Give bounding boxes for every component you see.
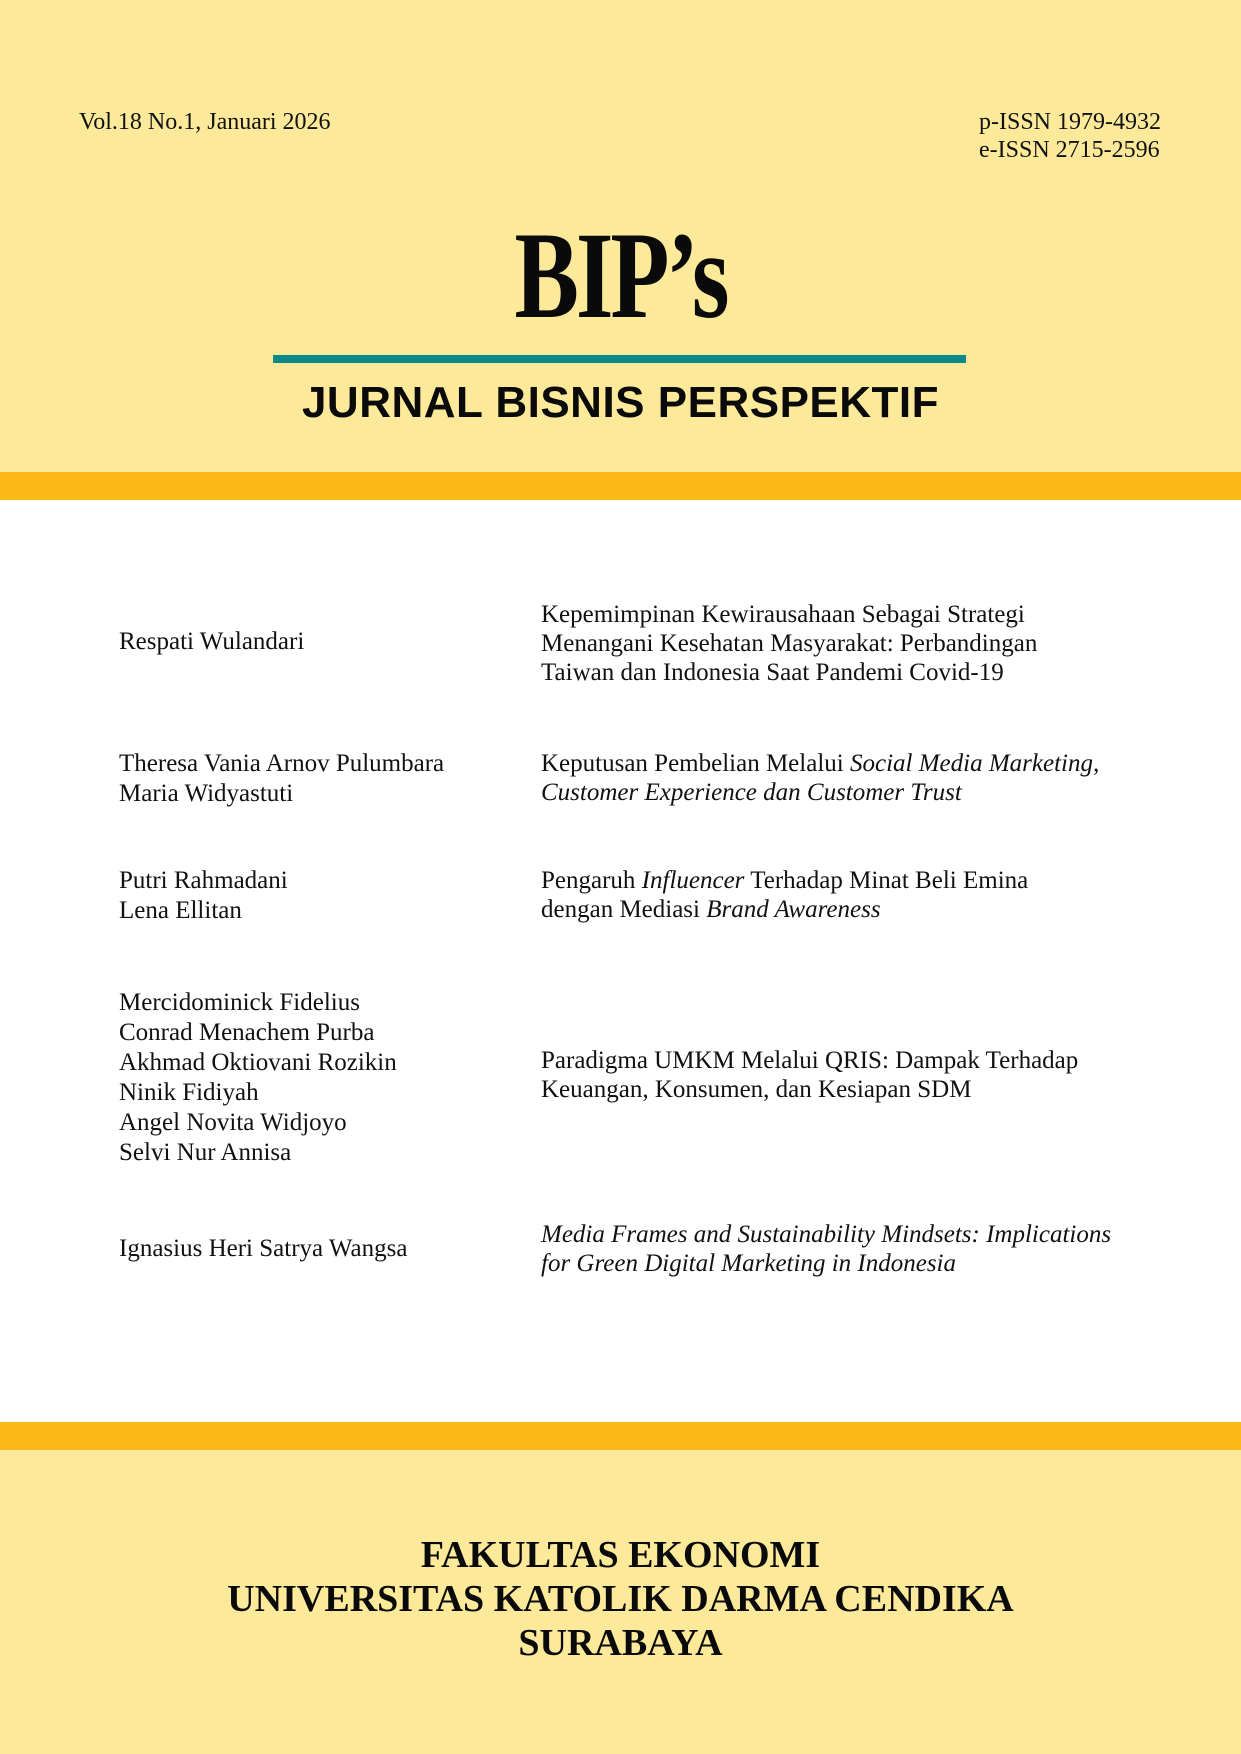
- author-name: Lena Ellitan: [119, 897, 242, 924]
- title-line: [541, 1249, 1161, 1278]
- author-name: Theresa Vania Arnov Pulumbara: [119, 750, 445, 777]
- article-2-authors: [119, 749, 444, 809]
- journal-logo: BIP’s: [514, 207, 727, 344]
- issue-info: Vol.18 No.1, Januari 2026: [79, 109, 331, 135]
- author-name: Ninik Fidiyah: [119, 1079, 259, 1106]
- title-line: [541, 1046, 1161, 1075]
- title-line: [541, 600, 1161, 629]
- title-line: [541, 1075, 1161, 1104]
- article-5-authors: [119, 1234, 407, 1264]
- title-text: Taiwan dan Indonesia Saat Pandemi Covid-19: [541, 659, 1004, 686]
- author-name: Conrad Menachem Purba: [119, 1019, 375, 1046]
- journal-name: JURNAL BISNIS PERSPEKTIF: [301, 378, 940, 427]
- author-name: Selvi Nur Annisa: [119, 1139, 292, 1166]
- title-line: [541, 895, 1161, 924]
- article-3-authors: [119, 866, 288, 926]
- author-name: Putri Rahmadani: [119, 867, 288, 894]
- title-line: [541, 778, 1161, 807]
- title-text-italic: Customer Experience dan Customer Trust: [541, 779, 962, 806]
- title-text-italic: Media Frames and Sustainability Mindsets: Implications: [541, 1221, 1112, 1248]
- issn-block: [979, 108, 1161, 164]
- title-line: [541, 629, 1161, 658]
- title-text: Paradigma UMKM Melalui QRIS: Dampak Terhadap: [541, 1047, 1079, 1074]
- article-1-title[interactable]: [541, 600, 1161, 687]
- title-text-italic: Brand Awareness: [706, 896, 881, 923]
- faculty-name: FAKULTAS EKONOMI: [420, 1534, 821, 1576]
- author-name: Respati Wulandari: [119, 628, 305, 655]
- title-text-italic: Influencer: [641, 867, 745, 894]
- logo-divider: [273, 355, 966, 363]
- publisher-block: [0, 1533, 1241, 1665]
- author-name: Mercidominick Fidelius: [119, 989, 360, 1016]
- p-issn: p-ISSN 1979-4932: [978, 109, 1161, 135]
- author-name: Ignasius Heri Satrya Wangsa: [119, 1235, 408, 1262]
- article-1-authors: [119, 627, 304, 657]
- article-4-authors: [119, 988, 397, 1168]
- title-line: [541, 749, 1161, 778]
- top-accent-stripe: [0, 472, 1241, 500]
- author-name: Maria Widyastuti: [119, 780, 294, 807]
- article-4-title[interactable]: [541, 1046, 1161, 1104]
- university-name: UNIVERSITAS KATOLIK DARMA CENDIKA: [227, 1578, 1014, 1620]
- title-text: Keputusan Pembelian Melalui: [541, 750, 850, 777]
- title-text: Menangani Kesehatan Masyarakat: Perbandingan: [541, 630, 1038, 657]
- title-text: Pengaruh: [541, 867, 642, 894]
- article-2-title[interactable]: [541, 749, 1161, 807]
- title-text: Kepemimpinan Kewirausahaan Sebagai Strategi: [541, 601, 1025, 628]
- title-line: [541, 1220, 1161, 1249]
- author-name: Akhmad Oktiovani Rozikin: [119, 1049, 397, 1076]
- city-name: SURABAYA: [518, 1622, 723, 1664]
- e-issn: e-ISSN 2715-2596: [978, 137, 1160, 163]
- title-text: dengan Mediasi: [541, 896, 707, 923]
- article-5-title[interactable]: [541, 1220, 1161, 1278]
- title-line: [541, 658, 1161, 687]
- author-name: Angel Novita Widjoyo: [119, 1109, 347, 1136]
- title-text: Terhadap Minat Beli Emina: [744, 867, 1029, 894]
- title-line: [541, 866, 1161, 895]
- title-text-italic: Social Media Marketing,: [849, 750, 1100, 777]
- bottom-accent-stripe: [0, 1422, 1241, 1450]
- title-text-italic: for Green Digital Marketing in Indonesia: [541, 1250, 956, 1277]
- title-text: Keuangan, Konsumen, dan Kesiapan SDM: [541, 1076, 972, 1103]
- article-3-title[interactable]: [541, 866, 1161, 924]
